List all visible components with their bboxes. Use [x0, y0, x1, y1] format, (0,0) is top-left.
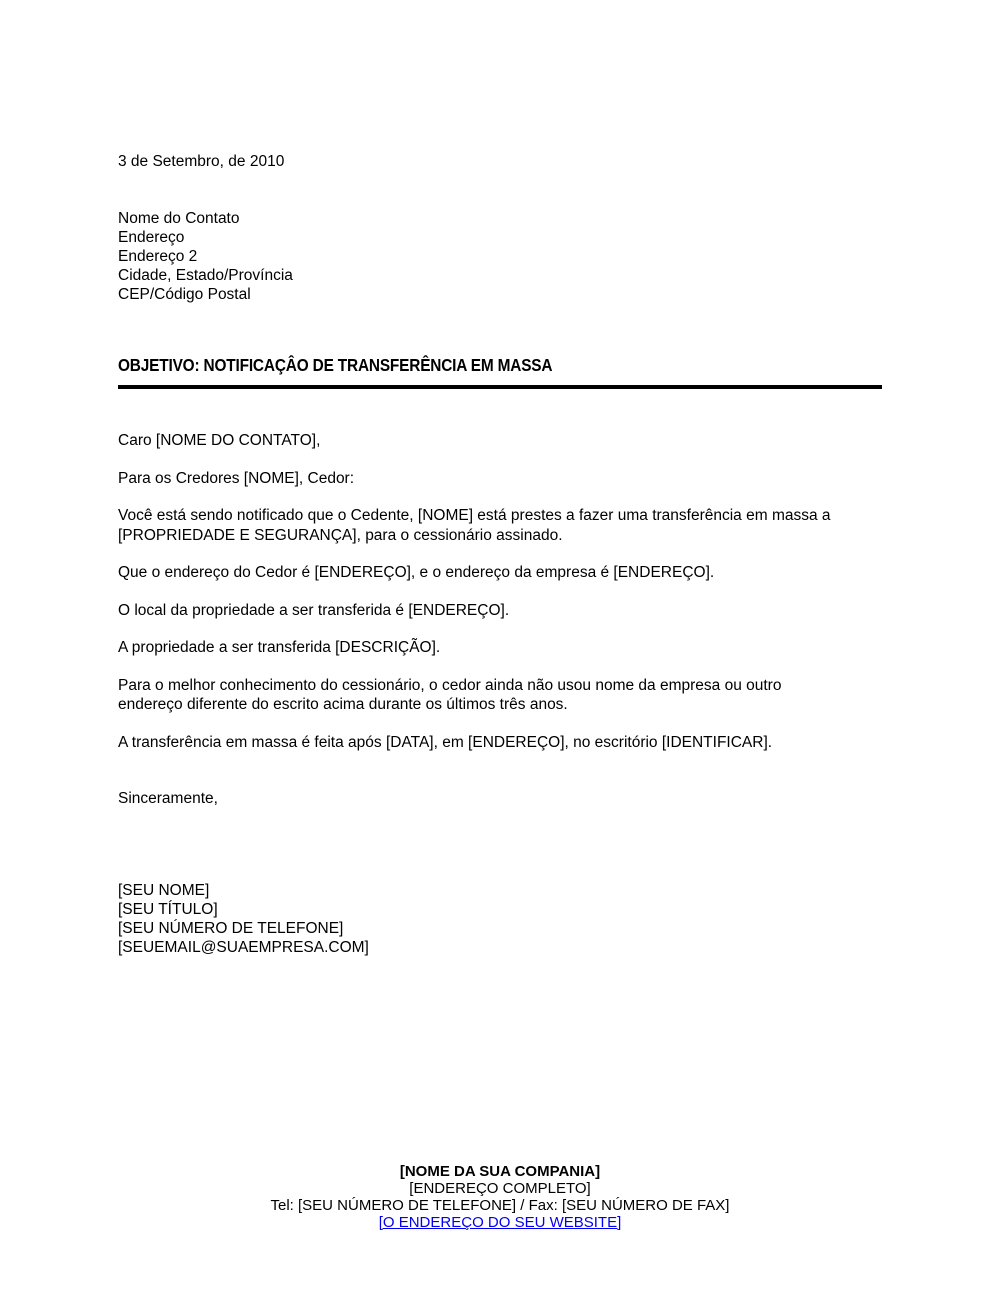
- paragraph-line: Para os Credores [NOME], Cedor:: [118, 469, 355, 487]
- paragraph-line: Que o endereço do Cedor é [ENDEREÇO], e o endereço da empresa é [ENDEREÇO].: [118, 564, 715, 581]
- paragraph-line: Você está sendo notificado que o Cedente, [NOME] está prestes a fazer uma transferência em massa a: [118, 507, 831, 524]
- footer-website-row: [0, 1214, 1000, 1231]
- footer: [0, 1163, 1000, 1231]
- recipient-line: CEP/Código Postal: [118, 286, 251, 303]
- footer-website-link[interactable]: [O ENDEREÇO DO SEU WEBSITE]: [378, 1214, 622, 1231]
- paragraph-line: [PROPRIEDADE E SEGURANÇA], para o cessionário assinado.: [118, 526, 563, 544]
- body-paragraph: [118, 563, 886, 583]
- recipient-line: Endereço: [118, 229, 185, 246]
- letter-date: 3 de Setembro, de 2010: [118, 153, 285, 170]
- paragraph-line: A transferência em massa é feita após [DATA], em [ENDEREÇO], no escritório [IDENTIFICAR].: [118, 733, 773, 751]
- paragraph-line: A propriedade a ser transferida [DESCRIÇÃO].: [118, 639, 441, 656]
- salutation-paragraph: [118, 431, 886, 451]
- paragraph-line: O local da propriedade a ser transferida é [ENDEREÇO].: [118, 601, 510, 619]
- paragraph-line: Caro [NOME DO CONTATO],: [118, 432, 321, 449]
- body-paragraph: [118, 733, 886, 753]
- body-paragraph: [118, 601, 886, 621]
- letter-body: [118, 431, 886, 770]
- paragraph-line: Para o melhor conhecimento do cessionário, o cedor ainda não usou nome da empresa ou outro: [118, 676, 782, 694]
- recipient-line: Nome do Contato: [118, 210, 240, 227]
- signature-line-title: [SEU TÍTULO]: [118, 901, 218, 918]
- body-paragraph: [118, 638, 886, 658]
- recipient-address-block: [118, 209, 884, 304]
- body-paragraph: [118, 506, 886, 545]
- footer-company-address: [ENDEREÇO COMPLETO]: [409, 1180, 591, 1197]
- footer-company-name: [NOME DA SUA COMPANIA]: [399, 1163, 601, 1180]
- subject-title: OBJETIVO: NOTIFICAÇÂO DE TRANSFERÊNCIA EM MASSA: [118, 355, 553, 375]
- recipient-line: Cidade, Estado/Província: [118, 267, 293, 284]
- paragraph-line: endereço diferente do escrito acima durante os últimos três anos.: [118, 696, 568, 713]
- closing-salutation: Sinceramente,: [118, 790, 218, 807]
- signature-line-phone: [SEU NÚMERO DE TELEFONE]: [118, 920, 344, 937]
- signature-line-email: [SEUEMAIL@SUAEMPRESA.COM]: [118, 939, 369, 956]
- subject-underline-rule: [118, 385, 882, 389]
- signature-line-name: [SEU NOME]: [118, 882, 210, 899]
- footer-phone-fax: Tel: [SEU NÚMERO DE TELEFONE] / Fax: [SEU NÚMERO DE FAX]: [270, 1197, 730, 1214]
- signature-block: [118, 881, 884, 957]
- recipient-line: Endereço 2: [118, 248, 198, 265]
- body-paragraph: [118, 469, 886, 489]
- subject-block: [118, 355, 882, 389]
- body-paragraph: [118, 676, 886, 715]
